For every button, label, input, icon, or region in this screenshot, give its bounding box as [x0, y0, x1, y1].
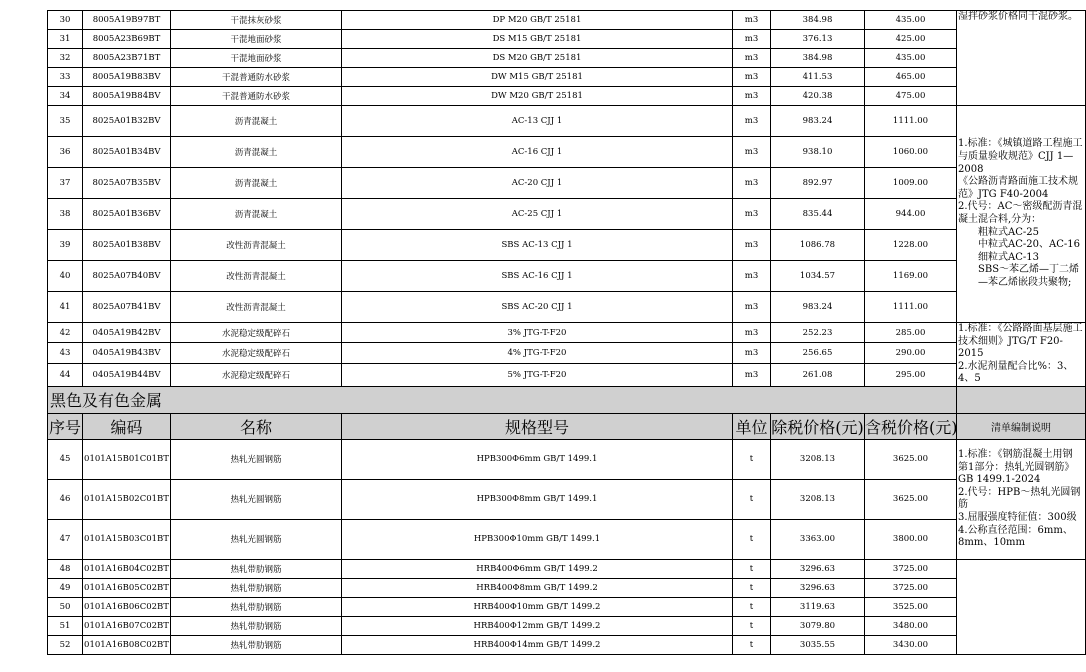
cell-code: 8025A01B36BV — [83, 199, 171, 230]
cell-ex: 3079.80 — [771, 616, 865, 635]
cell-name: 干混地面砂浆 — [171, 49, 342, 68]
cell-ex: 261.08 — [771, 363, 865, 386]
cell-spec: AC-20 CJJ 1 — [342, 168, 733, 199]
cell-ex: 3035.55 — [771, 635, 865, 654]
table-row — [48, 635, 1086, 654]
cell-spec: HRB400Φ8mm GB/T 1499.2 — [342, 578, 733, 597]
cell-inc: 3525.00 — [865, 597, 957, 616]
cell-name: 热轧光圆钢筋 — [171, 519, 342, 559]
cell-no: 35 — [48, 106, 83, 137]
cell-inc: 1060.00 — [865, 137, 957, 168]
cell-ex: 376.13 — [771, 30, 865, 49]
cell-ex: 3363.00 — [771, 519, 865, 559]
table-row — [48, 87, 1086, 106]
cell-name: 水泥稳定级配碎石 — [171, 343, 342, 363]
cell-no: 45 — [48, 439, 83, 479]
cell-spec: HPB300Φ8mm GB/T 1499.1 — [342, 479, 733, 519]
cell-spec: DW M15 GB/T 25181 — [342, 68, 733, 87]
note-line: 中粒式AC-20、AC-16 — [978, 239, 1080, 251]
note-line: 1.标准：《公路路面基层施工技术细则》JTG/T F20-2015 — [958, 323, 1083, 360]
cell-code: 0101A15B01C01BT — [83, 439, 171, 479]
cell-no: 37 — [48, 168, 83, 199]
cell-unit: t — [733, 635, 771, 654]
cell-no: 51 — [48, 616, 83, 635]
cell-unit: m3 — [733, 199, 771, 230]
table-row — [48, 68, 1086, 87]
cell-spec: AC-13 CJJ 1 — [342, 106, 733, 137]
cell-unit: m3 — [733, 137, 771, 168]
cell-name: 热轧带肋钢筋 — [171, 635, 342, 654]
cell-inc: 944.00 — [865, 199, 957, 230]
cell-inc: 1169.00 — [865, 261, 957, 292]
cell-code: 8005A23B71BT — [83, 49, 171, 68]
cell-no: 39 — [48, 230, 83, 261]
cell-unit: m3 — [733, 68, 771, 87]
cell-no: 47 — [48, 519, 83, 559]
cell-name: 热轧光圆钢筋 — [171, 439, 342, 479]
cell-unit: m3 — [733, 11, 771, 30]
note-line: 《公路沥青路面施工技术规范》JTG F40-2004 — [958, 176, 1078, 200]
cell-inc: 475.00 — [865, 87, 957, 106]
cell-ex: 384.98 — [771, 49, 865, 68]
cell-ex: 252.23 — [771, 323, 865, 343]
table-row — [48, 30, 1086, 49]
cell-inc: 295.00 — [865, 363, 957, 386]
table-row — [48, 106, 1086, 137]
cell-unit: m3 — [733, 323, 771, 343]
header-inc: 含税价格(元) — [865, 413, 957, 439]
cell-name: 热轧带肋钢筋 — [171, 559, 342, 578]
cell-no: 46 — [48, 479, 83, 519]
cell-code: 8005A23B69BT — [83, 30, 171, 49]
cell-unit: t — [733, 616, 771, 635]
cell-unit: m3 — [733, 49, 771, 68]
note-line: 2.代号：HPB～热轧光圆钢筋 — [958, 486, 1081, 511]
cell-name: 干混普通防水砂浆 — [171, 68, 342, 87]
table-row — [48, 323, 1086, 343]
table-row — [48, 168, 1086, 199]
cell-unit: m3 — [733, 343, 771, 363]
cell-no: 30 — [48, 11, 83, 30]
cell-ex: 256.65 — [771, 343, 865, 363]
table-row — [48, 439, 1086, 479]
note-cell — [957, 323, 1086, 387]
cell-code: 0101A15B03C01BT — [83, 519, 171, 559]
cell-code: 0405A19B44BV — [83, 363, 171, 386]
cell-unit: m3 — [733, 30, 771, 49]
cell-ex: 835.44 — [771, 199, 865, 230]
cell-spec: HPB300Φ10mm GB/T 1499.1 — [342, 519, 733, 559]
cell-name: 沥青混凝土 — [171, 106, 342, 137]
cell-code: 8005A19B97BT — [83, 11, 171, 30]
section-title-filler — [957, 386, 1086, 413]
cell-name: 改性沥青混凝土 — [171, 292, 342, 323]
note-line: 粗粒式AC-25 — [978, 226, 1039, 238]
cell-spec: DS M15 GB/T 25181 — [342, 30, 733, 49]
cell-inc: 425.00 — [865, 30, 957, 49]
cell-unit: m3 — [733, 106, 771, 137]
cell-name: 热轧带肋钢筋 — [171, 616, 342, 635]
cell-spec: AC-25 CJJ 1 — [342, 199, 733, 230]
cell-no: 40 — [48, 261, 83, 292]
cell-code: 0101A16B07C02BT — [83, 616, 171, 635]
cell-unit: m3 — [733, 363, 771, 386]
cell-spec: HRB400Φ12mm GB/T 1499.2 — [342, 616, 733, 635]
cell-spec: AC-16 CJJ 1 — [342, 137, 733, 168]
cell-name: 干混抹灰砂浆 — [171, 11, 342, 30]
cell-name: 热轧带肋钢筋 — [171, 578, 342, 597]
cell-spec: SBS AC-16 CJJ 1 — [342, 261, 733, 292]
table-row — [48, 137, 1086, 168]
table-row — [48, 11, 1086, 30]
table-row — [48, 578, 1086, 597]
cell-code: 8025A07B41BV — [83, 292, 171, 323]
cell-name: 改性沥青混凝土 — [171, 230, 342, 261]
cell-code: 0101A16B06C02BT — [83, 597, 171, 616]
cell-inc: 290.00 — [865, 343, 957, 363]
note-line: 3.屈服强度特征值：300级 — [958, 512, 1077, 524]
cell-code: 8025A07B35BV — [83, 168, 171, 199]
cell-name: 沥青混凝土 — [171, 199, 342, 230]
cell-inc: 435.00 — [865, 49, 957, 68]
note-cell — [957, 106, 1086, 323]
cell-code: 8025A01B38BV — [83, 230, 171, 261]
table-row — [48, 230, 1086, 261]
header-name: 名称 — [171, 413, 342, 439]
cell-inc: 3725.00 — [865, 559, 957, 578]
cell-spec: 5% JTG-T-F20 — [342, 363, 733, 386]
cell-no: 38 — [48, 199, 83, 230]
cell-ex: 3296.63 — [771, 559, 865, 578]
cell-unit: t — [733, 519, 771, 559]
cell-spec: 3% JTG-T-F20 — [342, 323, 733, 343]
cell-no: 41 — [48, 292, 83, 323]
note-cell — [957, 439, 1086, 559]
cell-ex: 411.53 — [771, 68, 865, 87]
cell-spec: SBS AC-13 CJJ 1 — [342, 230, 733, 261]
table-row — [48, 49, 1086, 68]
table-row — [48, 261, 1086, 292]
cell-unit: m3 — [733, 292, 771, 323]
cell-name: 沥青混凝土 — [171, 137, 342, 168]
cell-no: 49 — [48, 578, 83, 597]
cell-name: 热轧带肋钢筋 — [171, 597, 342, 616]
note-line: 细粒式AC-13 — [978, 251, 1039, 263]
header-spec: 规格型号 — [342, 413, 733, 439]
header-unit: 单位 — [733, 413, 771, 439]
price-list-table — [47, 10, 1086, 655]
cell-inc: 3430.00 — [865, 635, 957, 654]
cell-unit: m3 — [733, 87, 771, 106]
cell-code: 8005A19B84BV — [83, 87, 171, 106]
cell-code: 8025A07B40BV — [83, 261, 171, 292]
table-row — [48, 616, 1086, 635]
header-note: 清单编制说明 — [957, 413, 1086, 439]
cell-unit: t — [733, 597, 771, 616]
cell-spec: HRB400Φ6mm GB/T 1499.2 — [342, 559, 733, 578]
cell-ex: 3208.13 — [771, 439, 865, 479]
cell-no: 36 — [48, 137, 83, 168]
header-ex: 除税价格(元) — [771, 413, 865, 439]
table-row — [48, 199, 1086, 230]
cell-inc: 1111.00 — [865, 106, 957, 137]
cell-spec: DP M20 GB/T 25181 — [342, 11, 733, 30]
cell-ex: 938.10 — [771, 137, 865, 168]
note-cell-empty — [957, 559, 1086, 654]
cell-unit: m3 — [733, 168, 771, 199]
table-row — [48, 479, 1086, 519]
section-title: 黑色及有色金属 — [48, 386, 957, 413]
note-line: 2.水泥剂量配合比%：3、4、5 — [958, 360, 1074, 385]
cell-ex: 384.98 — [771, 11, 865, 30]
column-header-row — [48, 413, 1086, 439]
cell-name: 水泥稳定级配碎石 — [171, 363, 342, 386]
cell-code: 0101A16B04C02BT — [83, 559, 171, 578]
cell-no: 42 — [48, 323, 83, 343]
cell-inc: 3800.00 — [865, 519, 957, 559]
cell-inc: 1009.00 — [865, 168, 957, 199]
cell-code: 8025A01B34BV — [83, 137, 171, 168]
cell-unit: t — [733, 559, 771, 578]
cell-ex: 420.38 — [771, 87, 865, 106]
cell-unit: t — [733, 439, 771, 479]
cell-spec: DS M20 GB/T 25181 — [342, 49, 733, 68]
cell-spec: HRB400Φ10mm GB/T 1499.2 — [342, 597, 733, 616]
table-row — [48, 363, 1086, 386]
cell-ex: 1034.57 — [771, 261, 865, 292]
note-line: SBS～苯乙烯—丁二烯—苯乙烯嵌段共聚物; — [978, 264, 1080, 288]
table-row — [48, 292, 1086, 323]
table-row — [48, 559, 1086, 578]
cell-inc: 3625.00 — [865, 439, 957, 479]
note-line: 2.代号：AC～密级配沥青混凝土混合料,分为： — [958, 201, 1083, 225]
table-row — [48, 597, 1086, 616]
cell-spec: HRB400Φ14mm GB/T 1499.2 — [342, 635, 733, 654]
cell-ex: 892.97 — [771, 168, 865, 199]
cell-ex: 1086.78 — [771, 230, 865, 261]
cell-unit: m3 — [733, 230, 771, 261]
cell-code: 8005A19B83BV — [83, 68, 171, 87]
cell-code: 0101A16B08C02BT — [83, 635, 171, 654]
cell-code: 0405A19B43BV — [83, 343, 171, 363]
cell-unit: t — [733, 578, 771, 597]
note-cell — [957, 11, 1086, 106]
cell-code: 0101A15B02C01BT — [83, 479, 171, 519]
cell-ex: 3208.13 — [771, 479, 865, 519]
cell-unit: m3 — [733, 261, 771, 292]
cell-inc: 3625.00 — [865, 479, 957, 519]
cell-inc: 3480.00 — [865, 616, 957, 635]
note-line: 4.公称直径范围：6mm、8mm、10mm — [958, 524, 1073, 549]
section-title-row — [48, 386, 1086, 413]
note-line: 湿拌砂浆价格同干混砂浆。 — [958, 11, 1078, 22]
cell-no: 31 — [48, 30, 83, 49]
cell-ex: 983.24 — [771, 292, 865, 323]
cell-spec: SBS AC-20 CJJ 1 — [342, 292, 733, 323]
cell-inc: 3725.00 — [865, 578, 957, 597]
cell-no: 33 — [48, 68, 83, 87]
cell-spec: HPB300Φ6mm GB/T 1499.1 — [342, 439, 733, 479]
cell-ex: 983.24 — [771, 106, 865, 137]
cell-spec: 4% JTG-T-F20 — [342, 343, 733, 363]
cell-no: 32 — [48, 49, 83, 68]
cell-no: 52 — [48, 635, 83, 654]
cell-inc: 1228.00 — [865, 230, 957, 261]
cell-spec: DW M20 GB/T 25181 — [342, 87, 733, 106]
cell-no: 44 — [48, 363, 83, 386]
cell-ex: 3119.63 — [771, 597, 865, 616]
cell-unit: t — [733, 479, 771, 519]
cell-no: 43 — [48, 343, 83, 363]
cell-no: 34 — [48, 87, 83, 106]
cell-code: 0405A19B42BV — [83, 323, 171, 343]
cell-code: 8025A01B32BV — [83, 106, 171, 137]
cell-inc: 465.00 — [865, 68, 957, 87]
table-row — [48, 519, 1086, 559]
cell-inc: 1111.00 — [865, 292, 957, 323]
cell-name: 干混地面砂浆 — [171, 30, 342, 49]
cell-name: 热轧光圆钢筋 — [171, 479, 342, 519]
header-code: 编码 — [83, 413, 171, 439]
cell-inc: 435.00 — [865, 11, 957, 30]
note-line: 1.标准：《城镇道路工程施工与质量验收规范》CJJ 1—2008 — [958, 138, 1083, 175]
cell-no: 48 — [48, 559, 83, 578]
cell-inc: 285.00 — [865, 323, 957, 343]
cell-name: 水泥稳定级配碎石 — [171, 323, 342, 343]
cell-no: 50 — [48, 597, 83, 616]
header-no: 序号 — [48, 413, 83, 439]
cell-name: 干混普通防水砂浆 — [171, 87, 342, 106]
table-row — [48, 343, 1086, 363]
cell-ex: 3296.63 — [771, 578, 865, 597]
cell-name: 改性沥青混凝土 — [171, 261, 342, 292]
cell-code: 0101A16B05C02BT — [83, 578, 171, 597]
cell-name: 沥青混凝土 — [171, 168, 342, 199]
note-line: 1.标准：《钢筋混凝土用钢 第1部分：热轧光圆钢筋》GB 1499.1-2024 — [958, 449, 1075, 486]
